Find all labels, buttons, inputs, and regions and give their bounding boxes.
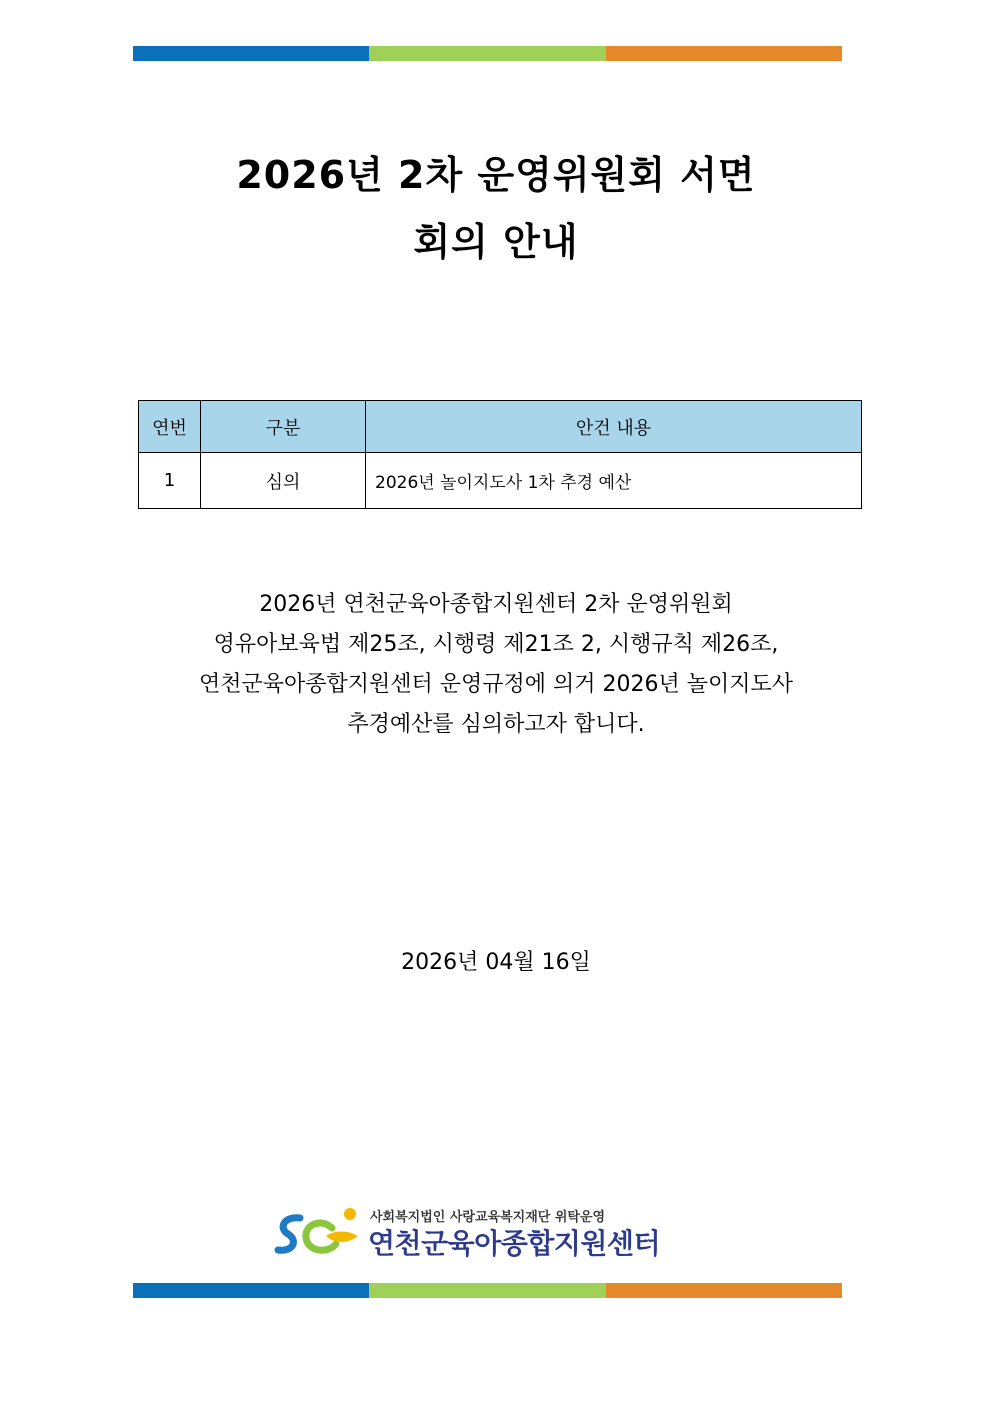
agenda-table: [138, 400, 862, 509]
org-name: 연천군육아종합지원센터: [368, 1227, 661, 1260]
bottom-color-bar: [133, 1283, 842, 1298]
header-category: 구분: [201, 401, 366, 453]
body-line: 연천군육아종합지원센터 운영규정에 의거 2026년 놀이지도사: [198, 672, 793, 697]
page-title-line2: 회의 안내: [413, 220, 579, 264]
page-title-line1: 2026년 2차 운영위원회 서면: [236, 153, 756, 197]
document-date: 2026년 04월 16일: [401, 950, 591, 975]
top-color-bar: [133, 46, 842, 61]
header-content: 안건 내용: [366, 401, 862, 453]
logo-mark-icon: [274, 1206, 366, 1262]
org-subtitle: 사회복지법인 사랑교육복지재단 위탁운영: [370, 1210, 606, 1225]
body-line: 추경예산를 심의하고자 합니다.: [347, 712, 645, 737]
row-category: 심의: [201, 453, 366, 509]
header-no: 연번: [139, 401, 201, 453]
row-content: 2026년 놀이지도사 1차 추경 예산: [366, 453, 862, 509]
body-line: 영유아보육법 제25조, 시행령 제21조 2, 시행규칙 제26조,: [213, 632, 779, 657]
row-no: 1: [139, 453, 201, 509]
org-logo: [274, 1206, 704, 1262]
body-text: [0, 585, 992, 745]
table-row: [139, 453, 862, 509]
body-line: 2026년 연천군육아종합지원센터 2차 운영위원회: [259, 592, 733, 617]
